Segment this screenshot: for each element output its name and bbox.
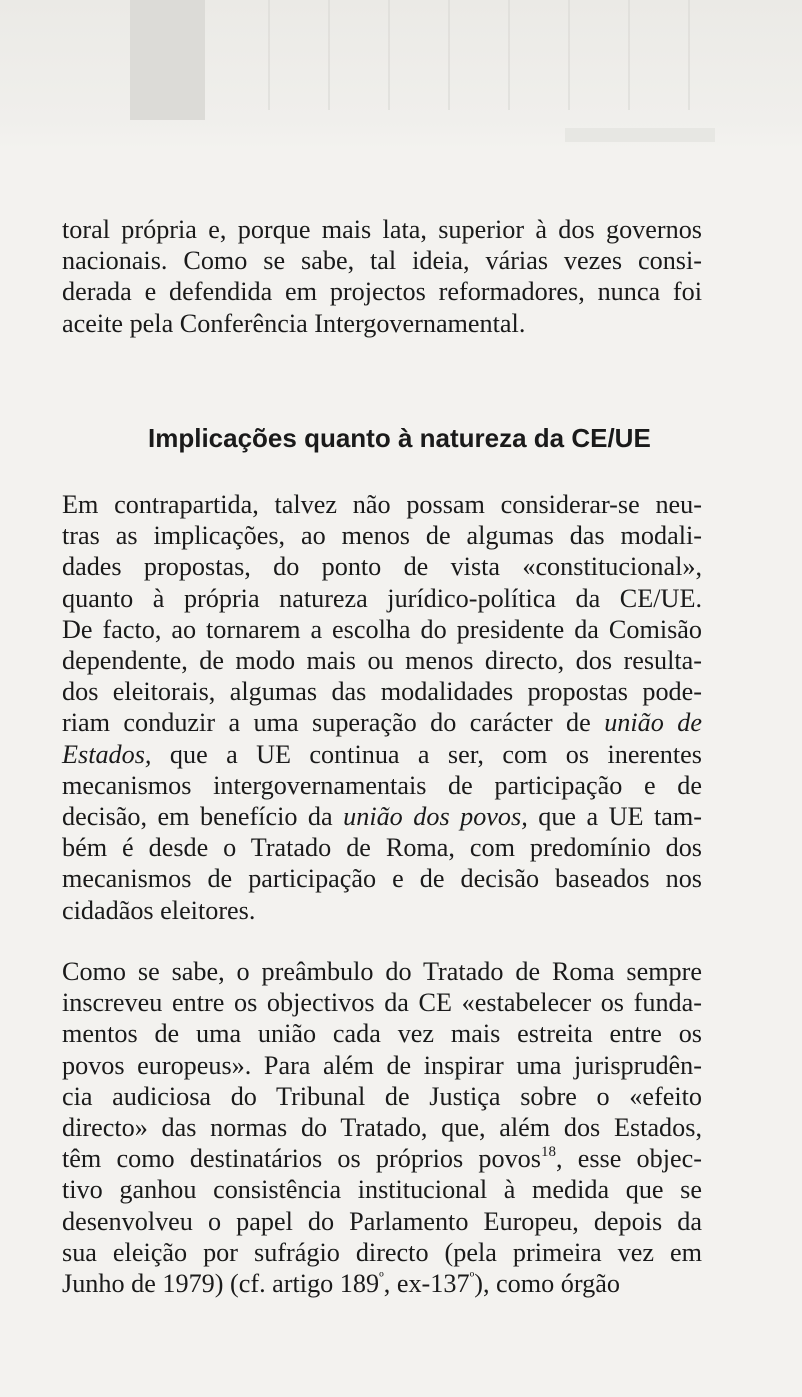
text-span: riam conduzir a uma superação do carácter de: [62, 708, 591, 738]
text-line: dos eleitorais, algumas das modalidades propostas pode-: [62, 677, 702, 707]
text-line: [62, 801, 702, 832]
text-line: dades propostas, do ponto de vista «constitucional»,: [62, 552, 702, 582]
text-line: [62, 1143, 702, 1174]
text-line: [62, 707, 702, 738]
text-line: Em contrapartida, talvez não possam considerar-se neu-: [62, 490, 702, 519]
text-line: nacionais. Como se sabe, tal ideia, várias vezes consi-: [62, 246, 702, 276]
text-line: desenvolveu o papel do Parlamento Europeu, depois da: [62, 1206, 702, 1236]
text-line: dependente, de modo mais ou menos directo, dos resulta-: [62, 646, 702, 676]
text-line: De facto, ao tornarem a escolha do presidente da Comisão: [62, 614, 702, 644]
footnote-ref: 18: [540, 1144, 556, 1161]
text-line: tras as implicações, ao menos de algumas das modali-: [62, 521, 702, 551]
text-line: toral própria e, porque mais lata, superior à dos governos: [62, 215, 702, 244]
bleed-running-header: [565, 128, 715, 142]
text-span: decisão, em benefício da: [62, 802, 333, 832]
text-span: Junho de 1979) (cf. artigo 189: [62, 1269, 380, 1299]
paragraph-1: [62, 214, 702, 339]
italic-term: união dos povos,: [343, 802, 528, 832]
ordinal-mark: º: [469, 1270, 475, 1287]
italic-term: união de: [604, 708, 703, 738]
text-line: derada e defendida em projectos reformadores, nunca foi: [62, 277, 702, 307]
text-line: mecanismos de participação e de decisão baseados nos: [62, 864, 702, 894]
text-line: sua eleição por sufrágio directo (pela primeira vez em: [62, 1237, 702, 1267]
text-line: cia audiciosa do Tribunal de Justiça sobre o «efeito: [62, 1081, 702, 1111]
text-line: directo» das normas do Tratado, que, além dos Estados,: [62, 1113, 702, 1143]
paragraph-3: [62, 956, 702, 1299]
text-span: que a UE continua a ser, com os inerentes: [169, 739, 702, 769]
text-line: Como se sabe, o preâmbulo do Tratado de Roma sempre: [62, 957, 702, 986]
text-line: inscreveu entre os objectivos da CE «estabelecer os funda-: [62, 988, 702, 1018]
section-heading: Implicações quanto à natureza da CE/UE: [148, 423, 651, 453]
text-line: bém é desde o Tratado de Roma, com predomínio dos: [62, 833, 702, 863]
text-line: [62, 739, 702, 770]
text-line: mentos de uma união cada vez mais estreita entre os: [62, 1019, 702, 1049]
ordinal-mark: º: [379, 1270, 384, 1287]
text-span: ), como órgão: [474, 1269, 620, 1299]
text-line: mecanismos intergovernamentais de participação e de: [62, 770, 702, 800]
previous-page-bleed: [0, 0, 802, 150]
text-span: que a UE tam-: [538, 802, 702, 832]
bleed-table-block: [130, 0, 205, 120]
text-line: quanto à própria natureza jurídico-política da CE/UE.: [62, 583, 702, 613]
text-line: povos europeus». Para além de inspirar uma jurisprudên-: [62, 1050, 702, 1080]
text-line: tivo ganhou consistência institucional à medida que se: [62, 1175, 702, 1205]
bleed-table-lines: [210, 0, 690, 110]
text-line: [62, 1268, 702, 1299]
text-span: , ex-137: [383, 1269, 470, 1299]
text-span: , esse objec-: [555, 1144, 702, 1174]
text-line: cidadãos eleitores.: [62, 895, 256, 925]
paragraph-2: [62, 489, 702, 926]
italic-term: Estados,: [62, 739, 152, 769]
text-line: aceite pela Conferência Intergovernamental.: [62, 308, 526, 338]
text-span: têm como destinatários os próprios povos: [62, 1144, 541, 1174]
